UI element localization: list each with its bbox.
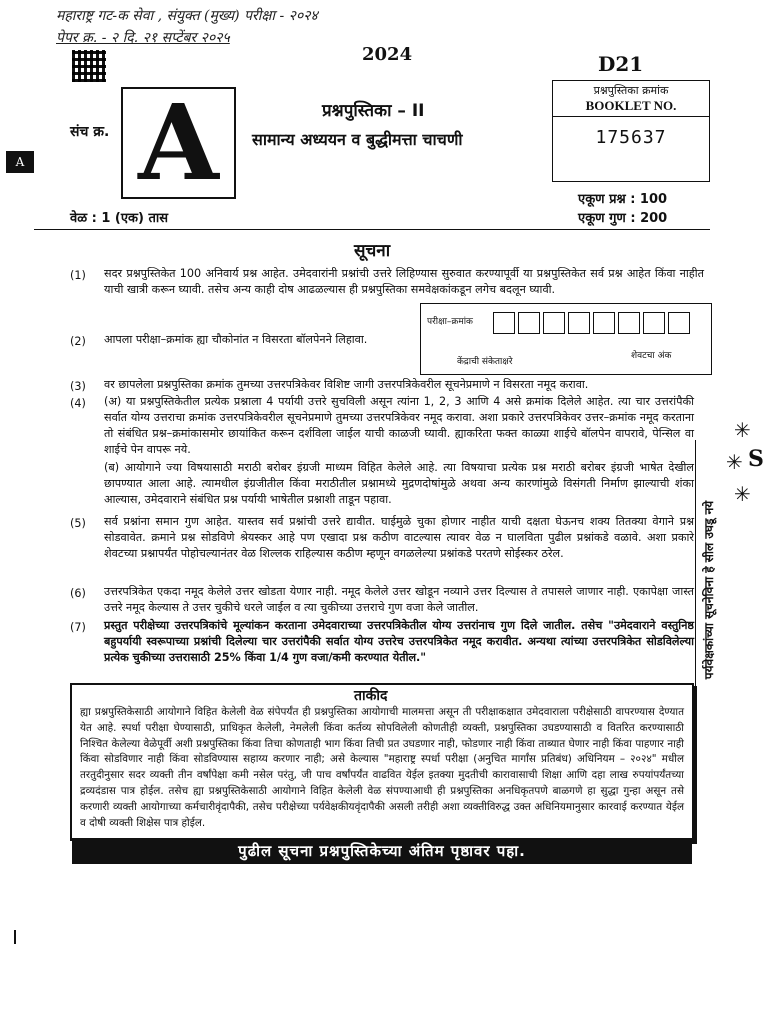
booklet-number: 175637 [595, 127, 667, 148]
instruction-1: सदर प्रश्नपुस्तिकेत 100 अनिवार्य प्रश्न आहेत. उमेदवारांनी प्रश्नांची उत्तरे लिहिण्यास सुरुवात करण्यापूर्वी या प्रश्नपुस्तिकेत सर्व प्रश्न आहेत किंवा नाहीत याची खात्री करून घ्यावी. तसेच अन्य काही दोष आढळल्यास ही प्रश्नपुस्तिका समवेक्षकांकडून लगेच बदलून घ्यावी. [104, 267, 704, 296]
time-allowed: वेळ : 1 (एक) तास [70, 211, 169, 226]
instruction-5: सर्व प्रश्नांना समान गुण आहेत. यास्तव सर्व प्रश्नांची उत्तरे द्यावीत. घाईमुळे चुका होणार नाहीत याची दक्षता घेऊनच शक्य तितक्या वेगाने प्रश्न सोडवावेत. क्रमाने प्रश्न सोडविणे श्रेयस्कर आहे पण एखादा प्रश्न कठीण वाटल्यास त्यावर वेळ न घालविता पुढील प्रश्नांकडे वळावे. अशा प्रकारे शेवटच्या प्रश्नापर्यंत पोहोचल्यानंतर वेळ शिल्लक राहिल्यास कठीण म्हणून वगळलेल्या प्रश्नांकडे परतणे सोईस्कर ठरेल. [104, 515, 694, 560]
series-label: संच क्र. [70, 124, 110, 140]
booklet-subtitle: सामान्य अध्ययन व बुद्धीमत्ता चाचणी [252, 130, 463, 149]
side-tab-series: A [6, 151, 34, 173]
booklet-label-mr: प्रश्नपुस्तिका क्रमांक [593, 84, 669, 97]
seal-note-text: पर्यवेक्षकांच्या सूचनेविना हे सील उघडू नये [702, 500, 716, 680]
series-letter-box: A [121, 87, 236, 199]
instruction-number: (6) [70, 587, 86, 600]
margin-mark [14, 930, 16, 944]
seal-note [695, 440, 724, 740]
edge-letter: S [748, 446, 764, 472]
centre-code-label: केंद्राची संकेताक्षरे [457, 357, 513, 367]
handwritten-exam-line: महाराष्ट्र गट-क सेवा , संयुक्त (मुख्य) परीक्षा - २०२४ [56, 8, 318, 24]
last-digit-label: शेवटचा अंक [631, 351, 672, 361]
booklet-number-box [552, 80, 710, 182]
roll-number-box [420, 303, 712, 375]
star-mark: ✳ [734, 418, 751, 442]
year: 2024 [362, 44, 413, 65]
footer-notice-bar: पुढील सूचना प्रश्नपुस्तिकेच्या अंतिम पृष्ठावर पहा. [72, 838, 692, 864]
divider [34, 229, 710, 230]
instruction-6: उत्तरपत्रिकेत एकदा नमूद केलेले उत्तर खोडता येणार नाही. नमूद केलेले उत्तर खोडून नव्याने उत्तर दिल्यास ते तपासले जाणार नाही. एकापेक्षा जास्त उत्तरे नमूद केल्यास ते उत्तर चुकीचे धरले जाईल व त्या चुकीच्या उत्तराचे गुण वजा केले जातील. [104, 585, 694, 614]
star-mark: ✳ [726, 450, 743, 474]
instruction-2: आपला परीक्षा–क्रमांक ह्या चौकोनांत न विसरता बॉलपेनने लिहावा. [104, 333, 368, 346]
total-questions: एकूण प्रश्न : 100 [578, 192, 668, 207]
roll-number-cells [493, 312, 693, 334]
instruction-number: (4) [70, 397, 86, 410]
instruction-4b: (ब) आयोगाने ज्या विषयासाठी मराठी बरोबर इंग्रजी माध्यम विहित केलेले आहे. त्या विषयाचा प्रत्येक प्रश्न मराठी बरोबर इंग्रजी भाषेत देखील छापण्यात आला आहे. त्यामधील इंग्रजीतील किंवा मराठीतील प्रश्नामध्ये मुद्रणदोषांमुळे अथवा अन्य कारणांमुळे विसंगती निर्माण झाल्याची शंका आल्यास, उमेदवाराने संबंधित प्रश्न पर्यायी भाषेतील प्रश्नाशी ताडून पहावा. [104, 461, 694, 506]
booklet-label-en: BOOKLET NO. [585, 98, 677, 113]
instructions-heading: सूचना [354, 241, 391, 261]
instruction-3: वर छापलेला प्रश्नपुस्तिका क्रमांक तुमच्या उत्तरपत्रिकेवर विशिष्ट जागी उत्तरपत्रिकेवरील सूचनेप्रमाणे न विसरता नमूद करावा. [104, 378, 589, 391]
instruction-number: (5) [70, 517, 86, 530]
instruction-number: (3) [70, 380, 86, 393]
warning-text: ह्या प्रश्नपुस्तिकेसाठी आयोगाने विहित केलेली वेळ संपेपर्यंत ही प्रश्नपुस्तिका आयोगाची मालमत्ता असून ती परीक्षाकक्षात उमेदवाराला परीक्षेसाठी वापरण्यास देण्यात येत आहे. स्पर्धा परीक्षा घेण्यासाठी, प्राधिकृत केलेली, नेमलेली किंवा कर्तव्य सोपविलेली कोणतीही व्यक्ती, प्रश्नपुस्तिका उघडण्यासाठी व वितरित करण्यासाठी निश्चित केलेल्या वेळेपूर्वी अशी प्रश्नपुस्तिका किंवा तिचा कोणताही भाग किंवा तिची प्रत उघडणार नाही, फोडणार नाही किंवा ताब्यात घेणार नाही किंवा पाहणार नाही किंवा सोडविणार नाही किंवा सोडविण्यास सहाय्य करणार नाही; असे केल्यास "महाराष्ट्र स्पर्धा परीक्षा (अनुचित मार्गांस प्रतिबंध) अधिनियम – २०२४" मधील तरतुदीनुसार सदर व्यक्ती तीन वर्षांपेक्षा कमी नसेल परंतु, जी पाच वर्षांपर्यंत वाढवित येईल इतक्या मुदतीची कारावासाची शिक्षा आणि दहा लाख रुपयांपर्यंतच्या द्रव्यदंडास पात्र होईल. तसेच ह्या प्रश्नपुस्तिकेसाठी आयोगाने विहित केलेली वेळ संपण्याआधी ही प्रश्नपुस्तिका अनधिकृतपणे बाळगणे हा सुद्धा गुन्हा असून तसे करणारी व्यक्ती आयोगाच्या कर्मचारीवृंदापैकी, तसेच परीक्षेच्या पर्यवेक्षकीयवृंदापैकी असली तरीही अशा व्यक्तीविरुद्ध उक्त अधिनियमानुसार कारवाई करण्यात येईल व दोषी व्यक्ती शिक्षेस पात्र होईल. [80, 706, 684, 829]
instruction-number: (1) [70, 269, 86, 282]
paper-code: D21 [598, 52, 644, 76]
handwritten-paper-line: पेपर क्र. - २ दि. २१ सप्टेंबर २०२५ [56, 30, 230, 46]
instruction-4a: (अ) या प्रश्नपुस्तिकेतील प्रत्येक प्रश्नाला 4 पर्यायी उत्तरे सुचविली असून त्यांना 1, 2, 3 आणि 4 असे क्रमांक दिलेले आहेत. त्या चार उत्तरांपैकी सर्वात योग्य उत्तराचा क्रमांक उत्तरपत्रिकेवरील सूचनेप्रमाणे तुमच्या उत्तरपत्रिकेवर नमूद करावा. अशा प्रकारे उत्तरपत्रिकेवर उत्तर–क्रमांक नमूद करताना तो संबंधित प्रश्न–क्रमांकासमोर छायांकित करून दर्शविला जाईल याची काळजी घ्यावी. ह्याकरिता फक्त काळ्या शाईचे बॉलपेन वापरावे, पेन्सिल वा शाईचे पेन वापरू नये. [104, 395, 694, 456]
barcode-qr [72, 50, 106, 82]
instruction-number: (2) [70, 335, 86, 348]
warning-heading: ताकीद [354, 688, 388, 704]
total-marks: एकूण गुण : 200 [578, 211, 668, 226]
star-mark: ✳ [734, 482, 751, 506]
booklet-title: प्रश्नपुस्तिका – II [322, 101, 425, 121]
roll-number-label: परीक्षा–क्रमांक [427, 317, 473, 327]
instruction-number: (7) [70, 621, 86, 634]
instruction-7: प्रस्तुत परीक्षेच्या उत्तरपत्रिकांचे मूल्यांकन करताना उमेदवाराच्या उत्तरपत्रिकेतील योग्य उत्तरांनाच गुण दिले जातील. तसेच "उमेदवाराने वस्तुनिष्ठ बहुपर्यायी स्वरूपाच्या प्रश्नांची दिलेल्या चार उत्तरांपैकी सर्वात योग्य उत्तरेच उत्तरपत्रिकेत नमूद करावीत. अन्यथा त्यांच्या उत्तरपत्रिकेत सोडविलेल्या प्रत्येक चुकीच्या उत्तरासाठी 25% किंवा 1/4 गुण वजा/कमी करण्यात येतील." [104, 619, 694, 664]
